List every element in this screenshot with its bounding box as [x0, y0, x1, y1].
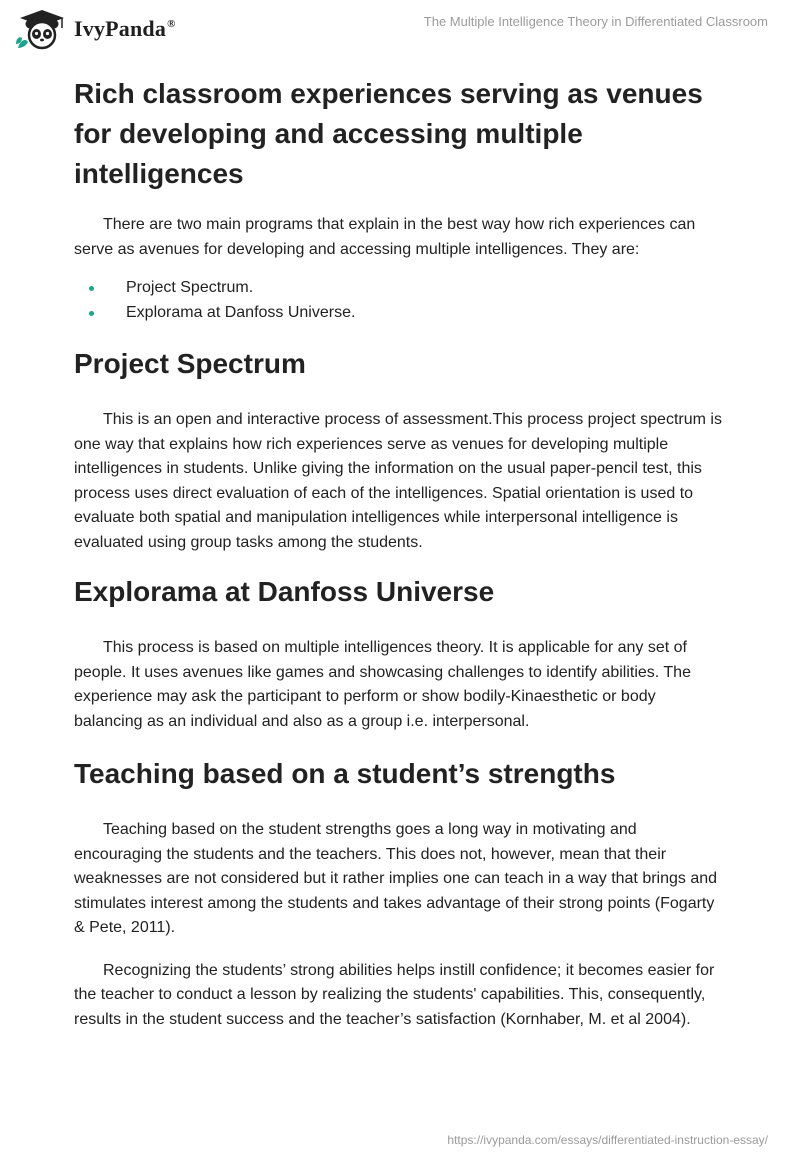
paragraph: Recognizing the students’ strong abilities helps instill confidence; it becomes easier for the teacher to conduct a lesson by realizing the students' capabilities. This, consequently, results in the student success and the teacher’s satisfaction (Kornhaber, M. et al 2004). [74, 961, 715, 1028]
panda-logo-icon [14, 8, 70, 50]
paragraph: This is an open and interactive process of assessment.This process project spectrum is one way that explains how rich experiences serve as venues for developing multiple intelligences in students. Unlike giving the information on the usual paper-pencil test, this process uses direct evaluation of each of the intelligences. Spatial orientation is used to evaluate both spatial and manipulation intelligences while interpersonal intelligence is evaluated using group tasks among the students. [74, 411, 722, 551]
page-header [0, 0, 800, 70]
section-heading: Rich classroom experiences serving as venues for developing and accessing multiple intelligences [74, 78, 703, 189]
paragraph: This process is based on multiple intelligences theory. It is applicable for any set of people. It uses avenues like games and showcasing challenges to identify abilities. The experience may ask the participant to perform or show bodily-Kinaesthetic or body balancing as an individual and also as a group i.e. interpersonal. [74, 639, 691, 730]
bullet-dot-icon [89, 286, 94, 291]
section-heading: Project Spectrum [74, 348, 306, 379]
programs-list [74, 276, 726, 325]
bullet-dot-icon [89, 311, 94, 316]
article-body [74, 74, 726, 1032]
document-title: The Multiple Intelligence Theory in Differentiated Classroom [423, 14, 768, 29]
list-item: Explorama at Danfoss Universe. [74, 301, 726, 326]
list-item: Project Spectrum. [74, 276, 726, 301]
section-heading: Teaching based on a student’s strengths [74, 758, 616, 789]
paragraph: Teaching based on the student strengths goes a long way in motivating and encouraging the students and the teachers. This does not, however, mean that their weaknesses are not considered but it rather implies one can teach in a way that brings and stimulates interest among the students and takes advantage of their strong points (Fogarty & Pete, 2011). [74, 821, 718, 936]
source-url-link[interactable]: https://ivypanda.com/essays/differentiated-instruction-essay/ [447, 1133, 768, 1147]
section-heading: Explorama at Danfoss Universe [74, 576, 495, 607]
brand-name: IvyPanda® [74, 16, 176, 41]
paragraph: There are two main programs that explain in the best way how rich experiences can serve as avenues for developing and accessing multiple intelligences. They are: [74, 216, 696, 258]
brand-logo-link[interactable] [14, 8, 176, 50]
